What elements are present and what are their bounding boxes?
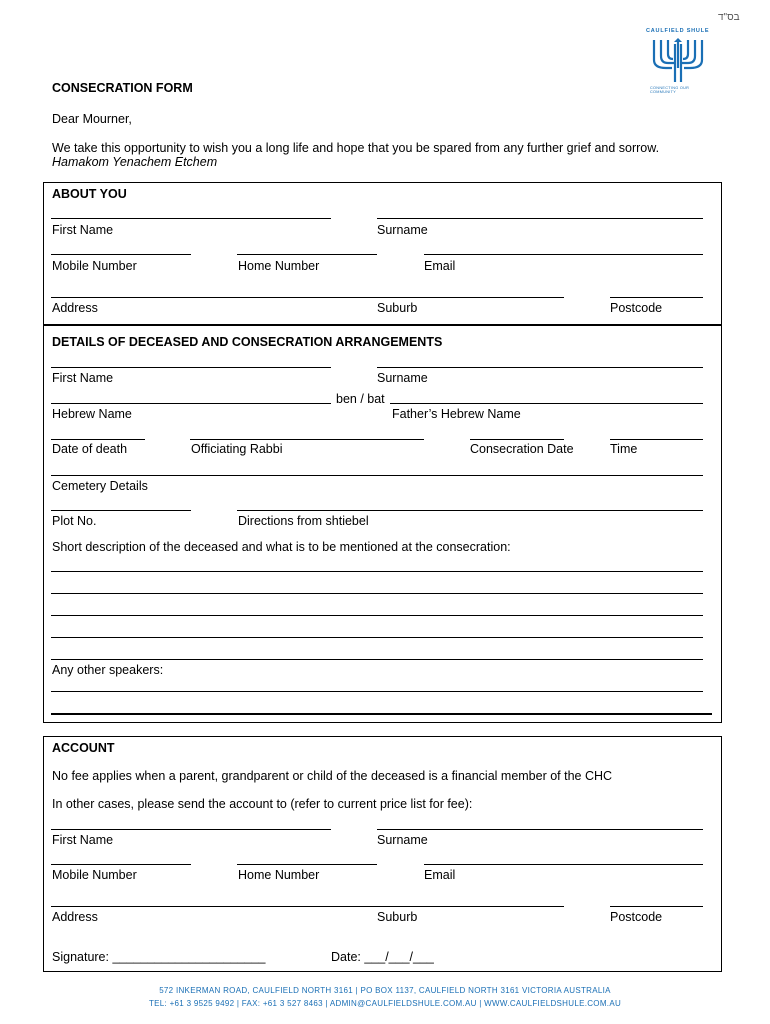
date-field[interactable]: Date: ___/___/___ [331,950,434,964]
about-email-label: Email [424,259,456,273]
about-mobile-label: Mobile Number [52,259,137,273]
deceased-first-name-label: First Name [52,371,114,385]
description-line-4[interactable] [51,637,703,638]
cemetery-details-label: Cemetery Details [52,479,148,493]
description-line-1[interactable] [51,571,703,572]
about-address-field[interactable] [51,297,564,298]
description-line-2[interactable] [51,593,703,594]
account-postcode-label: Postcode [610,910,663,924]
deceased-surname-field[interactable] [377,367,703,368]
deceased-first-name-field[interactable] [51,367,331,368]
account-address-field[interactable] [51,906,564,907]
about-you-heading: ABOUT YOU [52,187,127,201]
account-mobile-field[interactable] [51,864,191,865]
other-speakers-line-1[interactable] [51,691,703,692]
account-address-label: Address [52,910,98,924]
description-line-3[interactable] [51,615,703,616]
deceased-heading: DETAILS OF DECEASED AND CONSECRATION ARRANGEMENTS [52,335,443,349]
about-home-label: Home Number [238,259,320,273]
about-first-name-field[interactable] [51,218,331,219]
about-mobile-field[interactable] [51,254,191,255]
plot-no-label: Plot No. [52,514,97,528]
consecration-date-field[interactable] [470,439,564,440]
fathers-hebrew-name-label: Father’s Hebrew Name [392,407,521,421]
officiating-rabbi-field[interactable] [190,439,424,440]
signature-field[interactable]: Signature: ______________________ [52,950,266,964]
intro-text: We take this opportunity to wish you a long life and hope that you be spared from any further grief and sorrow. [52,141,660,155]
directions-label: Directions from shtiebel [238,514,369,528]
caulfield-shule-logo [640,20,716,92]
account-heading: ACCOUNT [52,741,115,755]
plot-no-field[interactable] [51,510,191,511]
other-cases-text: In other cases, please send the account to (refer to current price list for fee): [52,797,473,811]
other-speakers-label: Any other speakers: [52,663,164,677]
short-description-label: Short description of the deceased and what is to be mentioned at the consecration: [52,540,511,554]
hebrew-name-label: Hebrew Name [52,407,132,421]
account-mobile-label: Mobile Number [52,868,137,882]
account-surname-field[interactable] [377,829,703,830]
about-postcode-field[interactable] [610,297,703,298]
other-speakers-line-2[interactable] [51,713,712,715]
directions-field[interactable] [237,510,703,511]
hebrew-name-field[interactable] [51,403,331,404]
hebrew-mark: בס"ד [718,12,740,23]
no-fee-text: No fee applies when a parent, grandparent or child of the deceased is a financial member of the CHC [52,769,613,783]
about-postcode-label: Postcode [610,301,663,315]
account-email-field[interactable] [424,864,703,865]
consecration-date-label: Consecration Date [470,442,574,456]
ben-bat-label: ben / bat [336,392,385,406]
form-title: CONSECRATION FORM [52,81,193,95]
intro-italic: Hamakom Yenachem Etchem [52,155,218,169]
account-home-field[interactable] [237,864,377,865]
deceased-surname-label: Surname [377,371,428,385]
description-line-5[interactable] [51,659,703,660]
footer-contact: TEL: +61 3 9525 9492 | FAX: +61 3 527 8463 | ADMIN@CAULFIELDSHULE.COM.AU | WWW.CAULFIELDSHULE.COM.AU [148,999,622,1008]
time-field[interactable] [610,439,703,440]
fathers-hebrew-name-field[interactable] [390,403,703,404]
account-postcode-field[interactable] [610,906,703,907]
account-home-label: Home Number [238,868,320,882]
account-email-label: Email [424,868,456,882]
about-surname-field[interactable] [377,218,703,219]
footer-address: 572 INKERMAN ROAD, CAULFIELD NORTH 3161 | PO BOX 1137, CAULFIELD NORTH 3161 VICTORIA AUSTRALIA [159,986,611,995]
officiating-rabbi-label: Officiating Rabbi [191,442,283,456]
date-of-death-field[interactable] [51,439,145,440]
logo-name: CAULFIELD SHULE [646,28,710,34]
time-label: Time [610,442,638,456]
logo-tagline: CONNECTING OUR COMMUNITY [650,86,690,94]
menorah-icon [648,38,708,84]
account-suburb-label: Suburb [377,910,418,924]
account-first-name-label: First Name [52,833,114,847]
about-suburb-label: Suburb [377,301,418,315]
greeting: Dear Mourner, [52,112,132,126]
date-of-death-label: Date of death [52,442,128,456]
cemetery-details-field[interactable] [51,475,703,476]
about-surname-label: Surname [377,223,428,237]
about-address-label: Address [52,301,98,315]
account-first-name-field[interactable] [51,829,331,830]
account-surname-label: Surname [377,833,428,847]
about-email-field[interactable] [424,254,703,255]
about-home-field[interactable] [237,254,377,255]
about-first-name-label: First Name [52,223,114,237]
